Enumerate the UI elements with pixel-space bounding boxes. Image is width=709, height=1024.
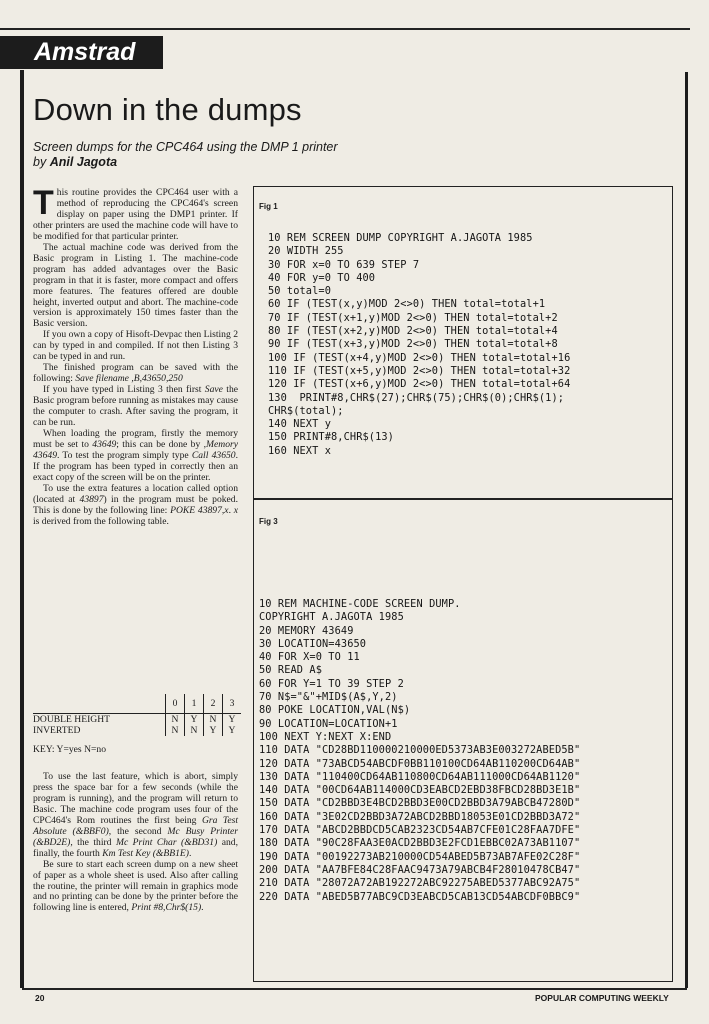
code-line: 20 MEMORY 43649	[259, 624, 354, 637]
table-cell: Y	[185, 714, 204, 726]
table-corner	[33, 694, 166, 714]
section-tag	[0, 36, 163, 69]
code-line: 10 REM MACHINE-CODE SCREEN DUMP.	[259, 598, 461, 610]
code-line: COPYRIGHT A.JAGOTA 1985	[259, 611, 404, 624]
page-number: 20	[35, 993, 45, 1003]
p7-g: is derived from the following table.	[33, 515, 169, 527]
fig1-listing	[268, 232, 570, 458]
code-line: 30 FOR x=0 TO 639 STEP 7	[268, 258, 420, 271]
code-line: 130 PRINT#8,CHR$(27);CHR$(75);CHR$(0);CHR$(1);	[268, 391, 565, 404]
table-row	[33, 714, 241, 726]
code-line: 20 WIDTH 255	[268, 245, 344, 258]
code-line: 80 IF (TEST(x+2,y)MOD 2<>0) THEN total=total+4	[268, 325, 558, 338]
table-cell: N	[204, 714, 223, 726]
p8-i: .	[188, 847, 192, 859]
paragraph-5	[33, 385, 238, 429]
code-line: 140 DATA "00CD64AB114000CD3EABCD2EBD38FBCD28BD3E1B"	[259, 784, 581, 797]
code-line: 150 DATA "CD2BBD3E4BCD2BBD3E00CD2BBD3A79ABCB47280D"	[259, 797, 581, 810]
p6-b: 43649	[92, 438, 117, 450]
paragraph-8	[33, 772, 238, 860]
code-line: 50 READ A$	[259, 664, 322, 677]
p7-f: x	[233, 504, 238, 516]
code-line: 110 IF (TEST(x+5,y)MOD 2<>0) THEN total=total+32	[268, 364, 571, 377]
table-cell: Y	[204, 725, 223, 736]
right-frame-rule	[685, 72, 688, 988]
code-line: 40 FOR X=0 TO 11	[259, 651, 360, 664]
code-line: 110 DATA "CD28BD110000210000ED5373AB3E003272ABED5B"	[259, 744, 581, 757]
code-line: 60 FOR Y=1 TO 39 STEP 2	[259, 677, 404, 690]
subtitle-text: Screen dumps for the CPC464 using the DMP 1 printer	[33, 140, 338, 154]
table-col-header: 2	[204, 694, 223, 714]
code-line: 10 REM SCREEN DUMP COPYRIGHT A.JAGOTA 1985	[268, 232, 533, 244]
magazine-name: POPULAR COMPUTING WEEKLY	[535, 993, 669, 1003]
table-col-header: 1	[185, 694, 204, 714]
code-line: 190 DATA "00192273AB210000CD54ABED5B73AB7AFE02C28F"	[259, 850, 581, 863]
table-row	[33, 725, 241, 736]
p5-command: Save	[204, 384, 223, 396]
p8-d: Mc Busy Printer (&BD2E)	[33, 825, 238, 848]
byline-prefix: by	[33, 155, 50, 169]
p7-e: .	[228, 504, 234, 516]
code-line: 210 DATA "28072A72AB192272ABC92275ABED5377ABC92A75"	[259, 877, 581, 890]
fig3-label: Fig 3	[259, 517, 278, 526]
article-title: Down in the dumps	[33, 92, 302, 127]
code-line: 100 IF (TEST(x+4,y)MOD 2<>0) THEN total=total+16	[268, 351, 571, 364]
code-line: 160 NEXT x	[268, 444, 331, 457]
section-tag-label: Amstrad	[34, 38, 136, 66]
body-column	[33, 184, 238, 528]
code-line: 120 DATA "73ABCD54ABCDF0BB110100CD64AB110200CD64AB"	[259, 757, 581, 770]
p6-g: . If the program has been typed in correctly then an exact copy of the screen will be on the printer.	[33, 449, 238, 483]
p9-b: Print #8,Chr$(15)	[131, 902, 202, 914]
top-rule	[0, 28, 690, 30]
p8-f: Mc Print Char (&BD31)	[115, 836, 218, 848]
p7-c: ) in the program must be poked. This is done by the following line:	[33, 493, 238, 516]
author-name: Anil Jagota	[49, 155, 118, 169]
bottom-rule	[22, 988, 687, 990]
p6-c: ; this can be done by	[116, 438, 204, 450]
code-line: 70 N$="&"+MID$(A$,Y,2)	[259, 691, 398, 704]
p8-h: Km Test Key (&BB1E)	[102, 847, 189, 859]
paragraph-4	[33, 363, 238, 385]
p7-a: To use the extra features a location called option (located at	[33, 482, 238, 505]
paragraph-7	[33, 484, 238, 528]
table-cell: N	[166, 714, 185, 726]
p6-a: When loading the program, firstly the memory must be set to	[33, 427, 238, 450]
code-line: CHR$(total);	[268, 404, 344, 417]
table-cell: N	[166, 725, 185, 736]
code-line: 80 POKE LOCATION,VAL(N$)	[259, 704, 411, 717]
table-row-label: DOUBLE HEIGHT	[33, 714, 166, 726]
p5-text-c: the Basic program before running as mistakes may cause the computer to crash. After saving the program, it can be run.	[33, 384, 238, 429]
code-line: 70 IF (TEST(x+1,y)MOD 2<>0) THEN total=total+2	[268, 311, 558, 324]
article-subtitle	[33, 140, 338, 170]
table-key: KEY: Y=yes N=no	[33, 744, 107, 755]
p4-command: Save filename ,B,43650,250	[75, 373, 183, 385]
code-line: 40 FOR y=0 TO 400	[268, 271, 376, 284]
p6-d: ,Memory 43649	[33, 438, 238, 461]
code-line: 90 LOCATION=LOCATION+1	[259, 717, 398, 730]
code-line: 160 DATA "3E02CD2BBD3A72ABCD2BBD18053E01CD2BBD3A72"	[259, 810, 581, 823]
p4-text: The finished program can be saved with the following:	[33, 362, 238, 385]
code-line: 60 IF (TEST(x,y)MOD 2<>0) THEN total=total+1	[268, 298, 546, 311]
fig1-label: Fig 1	[259, 202, 278, 211]
p8-g: and, finally, the fourth	[33, 836, 238, 859]
table-cell: Y	[223, 725, 242, 736]
paragraph-9	[33, 860, 238, 915]
code-line: 120 IF (TEST(x+6,y)MOD 2<>0) THEN total=total+64	[268, 378, 571, 391]
table-row-label: INVERTED	[33, 725, 81, 736]
body-column-continued	[33, 772, 238, 914]
drop-cap: T	[33, 184, 54, 222]
p8-c: , the second	[108, 825, 168, 837]
code-line: 100 NEXT Y:NEXT X:END	[259, 730, 392, 743]
p7-d: POKE 43897,x	[170, 504, 229, 516]
p8-b: Gra Test Absolute (&BBF0)	[33, 814, 239, 837]
p6-f: Call 43650	[191, 449, 236, 461]
table-cell: Y	[223, 714, 242, 726]
paragraph-3: If you own a copy of Hisoft-Devpac then Listing 2 can by typed in and compiled. If not then Listing 3 can be typed in and run.	[33, 329, 238, 363]
code-line: 170 DATA "ABCD2BBDCD5CAB2323CD54AB7CFE01C28FAA7DFE"	[259, 824, 581, 837]
p8-a: To use the last feature, which is abort, simply press the space bar for a few seconds (while the program is running), and the program will return to Basic. The machine code program uses four of the CPC464's Rom routines the first being	[33, 771, 238, 826]
code-line: 90 IF (TEST(x+3,y)MOD 2<>0) THEN total=total+8	[268, 338, 558, 351]
paragraph-2: The actual machine code was derived from the Basic program in Listing 1. The machine-code program has added advantages over the Basic program in that it is faster, more compact and offers more features. The features offered are double height, inverted output and abort. The machine-code version is approximately 150 times faster than the Basic version.	[33, 241, 238, 330]
left-frame-rule	[20, 70, 24, 988]
table-cell: N	[185, 725, 204, 736]
code-line: 130 DATA "110400CD64AB110800CD64AB111000CD64AB1120"	[259, 770, 581, 783]
table-col-header: 3	[223, 694, 242, 714]
p6-e: . To test the program simply type	[56, 449, 192, 461]
p9-c: .	[201, 902, 204, 914]
p5-text-a: If you have typed in Listing 3 then first	[43, 384, 205, 396]
table-header-row	[33, 694, 241, 714]
code-line: 140 NEXT y	[268, 418, 331, 431]
option-table	[33, 694, 241, 736]
code-line: 200 DATA "AA7BFE84C28FAAC9473A79ABCB4F28010478CB47"	[259, 863, 581, 876]
code-line: 150 PRINT#8,CHR$(13)	[268, 431, 394, 444]
paragraph-1-text: his routine provides the CPC464 user with a method of reproducing the CPC464's screen display on paper using the DMP1 printer. If other printers are used the machine code will have to be modified for that particular printer.	[33, 187, 238, 242]
listings-divider	[254, 498, 672, 500]
paragraph-6	[33, 429, 238, 484]
code-line: 180 DATA "90C28FAA3E0ACD2BBD3E2FCD1EBBC02A73AB1107"	[259, 837, 581, 850]
byline	[33, 155, 338, 170]
code-line: 50 total=0	[268, 285, 331, 298]
p7-b: 43897	[79, 493, 104, 505]
p8-e: , the third	[70, 836, 116, 848]
fig3-listing	[259, 598, 580, 904]
p9-a: Be sure to start each screen dump on a new sheet of paper as a whole sheet is used. Also after calling the routine, the printer will remain in graphics mode and no printing can be done by the printer before the following line is entered,	[33, 858, 238, 914]
code-line: 30 LOCATION=43650	[259, 637, 367, 650]
table-col-header: 0	[166, 694, 185, 714]
code-line: 220 DATA "ABED5B77ABC9CD3EABCD5CAB13CD54ABCDF0BBC9"	[259, 890, 581, 903]
paragraph-1	[33, 184, 238, 243]
